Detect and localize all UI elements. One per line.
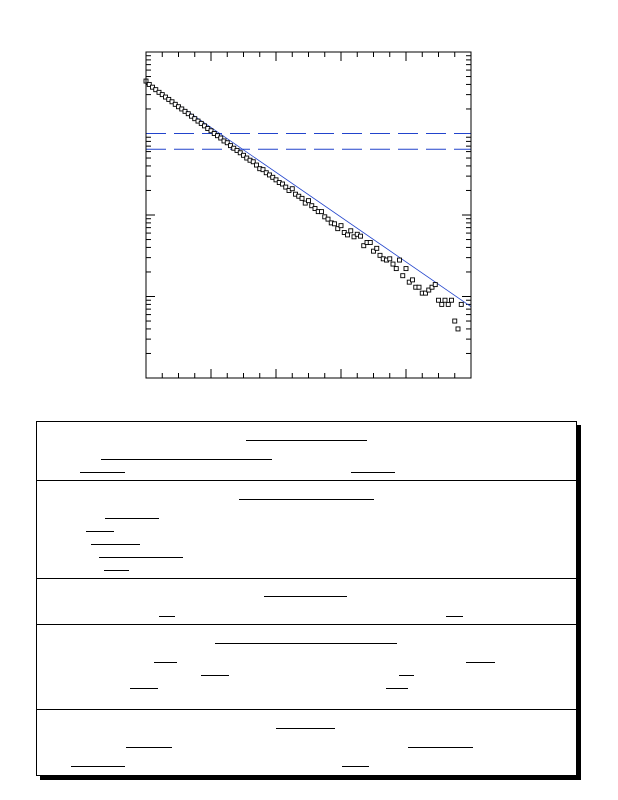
data-point — [446, 302, 450, 306]
data-point — [443, 298, 447, 302]
panel-section-5 — [37, 710, 576, 775]
data-point — [290, 187, 294, 191]
data-point — [450, 298, 454, 302]
data-point — [349, 229, 353, 233]
panel-section-2 — [37, 481, 576, 579]
data-point — [375, 246, 379, 250]
data-point — [359, 234, 363, 238]
panel-section-3 — [37, 579, 576, 625]
data-point — [368, 240, 372, 244]
data-point — [346, 233, 350, 237]
data-points — [144, 79, 463, 331]
data-point — [398, 258, 402, 262]
info-panel — [36, 421, 577, 776]
plot-frame — [146, 52, 471, 378]
data-point — [394, 267, 398, 271]
data-point — [437, 298, 441, 302]
data-point — [401, 274, 405, 278]
panel-section-1 — [37, 422, 576, 481]
data-point — [459, 302, 463, 306]
data-point — [456, 327, 460, 331]
data-point — [320, 210, 324, 214]
data-point — [404, 267, 408, 271]
data-point — [307, 199, 311, 203]
data-point — [339, 224, 343, 228]
data-point — [388, 257, 392, 261]
data-point — [333, 222, 337, 226]
data-point — [300, 196, 304, 200]
axis-ticks — [146, 52, 471, 378]
panel-section-4 — [37, 625, 576, 710]
data-point — [453, 319, 457, 323]
data-point — [440, 302, 444, 306]
data-point — [391, 262, 395, 266]
data-point — [411, 278, 415, 282]
data-point — [433, 283, 437, 287]
data-point — [417, 285, 421, 289]
